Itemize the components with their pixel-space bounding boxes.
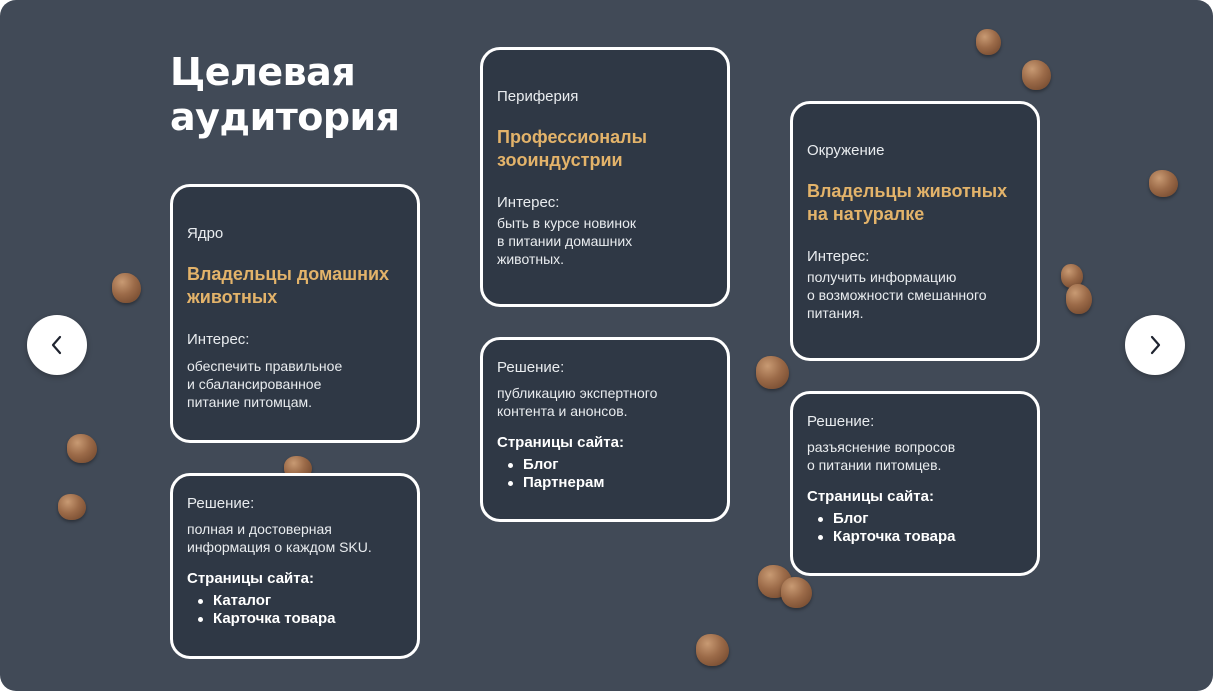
segment-card-periphery — [480, 47, 730, 307]
kibble-pellet-icon — [1149, 170, 1178, 197]
kibble-pellet-icon — [781, 577, 812, 608]
segment-level: Ядро — [187, 225, 224, 242]
kibble-pellet-icon — [756, 356, 789, 389]
solution-card-surrounding — [790, 391, 1040, 576]
segment-level: Окружение — [807, 142, 885, 159]
solution-label: Решение: — [187, 495, 255, 512]
kibble-pellet-icon — [976, 29, 1001, 55]
site-page-item: Партнерам — [523, 474, 713, 492]
interest-text: быть в курсе новинок в питании домашних животных. — [497, 215, 637, 267]
site-pages-label: Страницы сайта: — [187, 570, 314, 587]
page-title-line-2: аудитория — [170, 95, 400, 139]
page-title — [170, 50, 430, 140]
segment-level: Периферия — [497, 88, 579, 105]
segment-heading: Владельцы домашних животных — [187, 264, 390, 307]
segment-card-surrounding — [790, 101, 1040, 361]
kibble-pellet-icon — [58, 494, 86, 520]
kibble-pellet-icon — [1022, 60, 1051, 90]
site-page-item: Карточка товара — [213, 610, 403, 628]
solution-text: публикацию экспертного контента и анонсов. — [497, 385, 658, 419]
next-slide-button[interactable] — [1125, 315, 1185, 375]
interest-label: Интерес: — [497, 194, 560, 211]
solution-card-core — [170, 473, 420, 659]
site-page-item: Блог — [833, 510, 1023, 528]
site-pages-label: Страницы сайта: — [807, 488, 934, 505]
site-pages-list — [497, 456, 713, 492]
interest-label: Интерес: — [807, 248, 870, 265]
site-pages-label: Страницы сайта: — [497, 434, 624, 451]
solution-text: разъяснение вопросов о питании питомцев. — [807, 439, 956, 473]
segment-heading: Профессионалы зооиндустрии — [497, 127, 647, 170]
site-page-item: Каталог — [213, 592, 403, 610]
interest-text: обеспечить правильное и сбалансированное питание питомцам. — [187, 358, 343, 410]
prev-slide-button[interactable] — [27, 315, 87, 375]
page-title-line-1: Целевая — [170, 50, 356, 94]
solution-text: полная и достоверная информация о каждом SKU. — [187, 521, 372, 555]
site-page-item: Блог — [523, 456, 713, 474]
site-pages-list — [807, 510, 1023, 546]
segment-heading: Владельцы животных на натуралке — [807, 181, 1008, 224]
interest-text: получить информацию о возможности смешанного питания. — [807, 269, 987, 321]
chevron-left-icon — [48, 334, 66, 356]
segment-card-core — [170, 184, 420, 443]
interest-label: Интерес: — [187, 331, 250, 348]
solution-label: Решение: — [497, 359, 565, 376]
site-page-item: Карточка товара — [833, 528, 1023, 546]
solution-label: Решение: — [807, 413, 875, 430]
kibble-pellet-icon — [696, 634, 729, 666]
chevron-right-icon — [1146, 334, 1164, 356]
kibble-pellet-icon — [112, 273, 141, 303]
kibble-pellet-icon — [67, 434, 97, 463]
kibble-pellet-icon — [1066, 284, 1092, 314]
solution-card-periphery — [480, 337, 730, 522]
site-pages-list — [187, 592, 403, 628]
